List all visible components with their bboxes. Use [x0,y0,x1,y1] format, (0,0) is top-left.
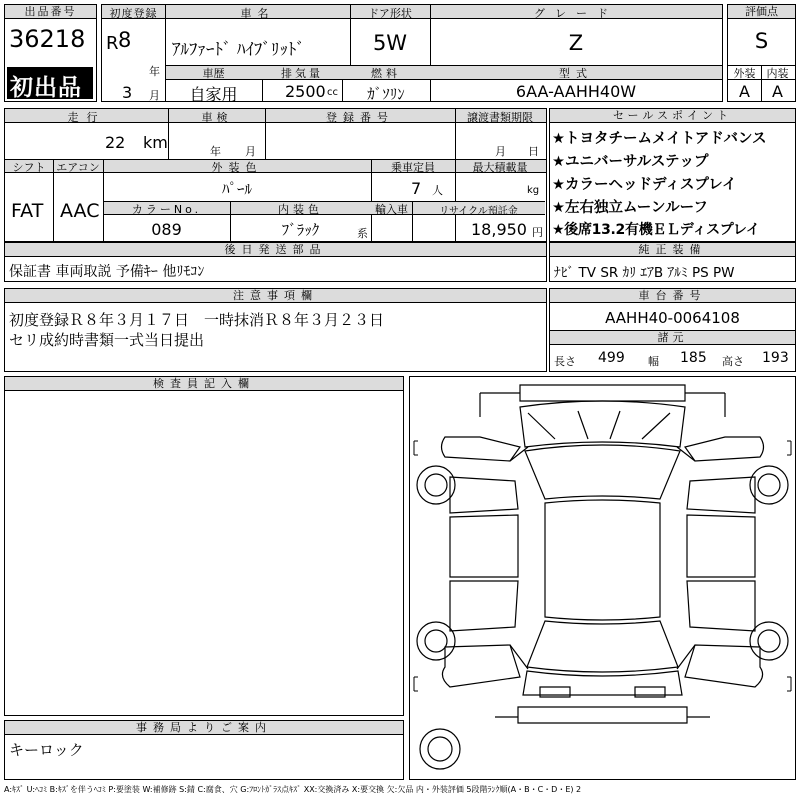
lot-label: 出品番号 [5,5,96,19]
legend-text: A:ｷｽﾞ U:ﾍｺﾐ B:ｷｽﾞを伴うﾍｺﾐ P:要塗装 W:補修跡 S:錆 C:腐食、穴 G:ﾌﾛﾝﾄｶﾞﾗｽ点ｷｽﾞ XX:交換済み X:要交換 欠:欠品 内・外装評価 5段階ﾗﾝｸ順(A・B・C・D・E) 2 [4,785,582,794]
mileage-label: 走行 [67,111,106,124]
capacity-unit: 人 [432,184,443,197]
transfer-label: 譲渡書類期限 [467,111,533,124]
inspector-box [4,376,404,716]
chassis-value: AAHH40-0064108 [605,309,740,327]
exterior-grade-label: 外装 [733,67,756,80]
door-value: 5W [372,31,408,55]
later-parts-box [4,242,547,282]
model-label: 型式 [559,67,593,80]
first-reg-label: 初度登録 [109,7,158,20]
height-label: 高さ [722,355,744,368]
int-color-suffix: 系 [357,227,368,240]
history-value: 自家用 [189,85,238,104]
later-parts-label: 後日発送部品 [5,243,546,257]
aircon-value: AAC [60,200,100,222]
equipment-value: ﾅﾋﾞ TV SR ｶﾘ ｴｱB ｱﾙﾐ PS PW [554,265,735,281]
first-reg-month-unit: 月 [149,89,160,102]
score-box [727,4,796,102]
office-value: キーロック [9,741,84,759]
displacement-unit: cc [327,87,338,98]
first-listing-text: 初出品 [10,75,82,101]
int-color-label: 内装色 [278,203,323,216]
shift-value: FAT [11,200,44,222]
plate-label: 登録番号 [326,111,394,124]
mileage-unit: km [143,133,168,152]
later-parts-value: 保証書 車両取説 予備ｷｰ 他ﾘﾓｺﾝ [9,264,205,280]
width-value: 185 [680,350,707,366]
equipment-box [549,242,796,282]
lot-box [4,4,97,102]
vehicle-header-box [101,4,723,102]
notes-line-1: 初度登録Ｒ８年３月１７日 一時抹消Ｒ８年３月２３日 [9,311,385,329]
recycle-value: 18,950 [471,220,527,239]
sales-points-box [549,108,796,242]
first-reg-month: 3 [122,83,133,102]
chassis-box [549,288,796,372]
sales-point-5: ★後席13.2有機ＥＬディスプレイ [552,222,760,238]
capacity-label: 乗車定員 [391,161,435,174]
score-value: S [754,29,769,53]
first-reg-year: 8 [118,28,132,52]
ext-color-value: ﾊﾟｰﾙ [221,180,252,198]
office-box [4,720,404,780]
int-color-value: ﾌﾞﾗｯｸ [281,221,320,239]
sales-point-2: ★ユニバーサルステップ [552,154,709,170]
transfer-month-unit: 月 [495,145,506,158]
history-label: 車歴 [202,67,225,80]
mileage-value: 22 [105,133,126,152]
max-load-label: 最大積載量 [472,161,528,174]
model-value: 6AA-AAHH40W [515,82,637,101]
height-value: 193 [762,350,789,366]
first-reg-era: R [106,33,119,54]
import-label: 輸入車 [375,203,408,216]
width-label: 幅 [648,355,659,368]
ext-color-label: 外装色 [211,161,263,174]
grade-value: Z [568,31,584,55]
sales-point-1: ★トヨタチームメイトアドバンス [552,131,767,147]
equipment-label: 純正装備 [550,243,795,257]
inspector-label: 検査員記入欄 [5,377,403,391]
door-label: ドア形状 [368,7,412,20]
notes-line-2: セリ成約時書類一式当日提出 [9,331,205,349]
recycle-label: リサイクル預託金 [439,206,518,217]
chassis-label: 車台番号 [550,289,795,303]
details-box [4,108,547,242]
fuel-label: 燃料 [371,67,401,80]
inspection-label: 車検 [201,111,232,124]
transfer-day-unit: 日 [528,145,539,158]
sales-point-3: ★カラーヘッドディスプレイ [552,177,737,193]
color-no-label: カラーNo. [131,203,202,216]
displacement-value: 2500 [285,82,326,101]
lot-number: 36218 [9,25,86,53]
score-label: 評価点 [728,5,795,19]
max-load-unit: kg [527,185,540,196]
sales-point-4: ★左右独立ムーンルーフ [552,200,708,216]
shift-label: シフト [12,161,46,174]
length-label: 長さ [554,355,576,368]
displacement-label: 排気量 [281,67,323,80]
car-name-label: 車名 [240,7,275,20]
car-diagram [410,377,795,779]
recycle-unit: 円 [532,226,543,239]
car-name-value: ｱﾙﾌｧｰﾄﾞ ﾊｲﾌﾞﾘｯﾄﾞ [172,40,305,60]
inspection-year-unit: 年 [210,145,221,158]
capacity-value: 7 [411,179,422,198]
exterior-grade-value: A [739,82,750,101]
interior-grade-value: A [772,82,783,101]
first-listing-badge [7,67,93,99]
aircon-label: エアコン [56,161,100,174]
inspection-month-unit: 月 [245,145,256,158]
sales-points-label: セールスポイント [550,109,795,123]
grade-label: グレード [534,7,618,20]
car-diagram-box [409,376,796,780]
color-no-value: 089 [151,220,182,239]
fuel-value: ｶﾞｿﾘﾝ [367,85,405,103]
length-value: 499 [598,350,625,366]
first-reg-year-unit: 年 [149,65,160,78]
notes-label: 注意事項欄 [5,289,546,303]
office-label: 事務局よりご案内 [5,721,403,735]
interior-grade-label: 内装 [766,67,789,80]
notes-box [4,288,547,372]
specs-label: 諸元 [550,331,795,345]
